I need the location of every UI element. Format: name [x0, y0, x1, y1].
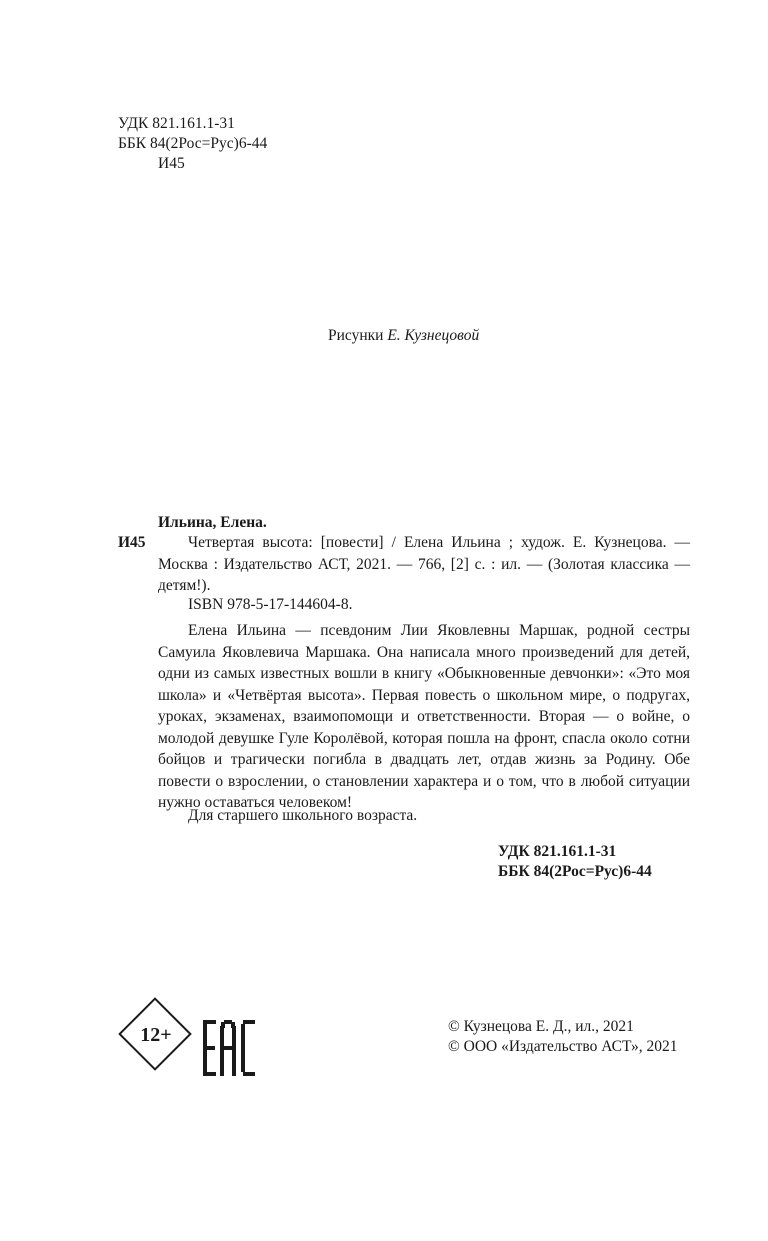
eac-mark-icon	[203, 1020, 255, 1081]
age-rating-label: 12+	[140, 1023, 172, 1046]
copyright-publisher: © ООО «Издательство АСТ», 2021	[448, 1038, 678, 1055]
udk-code-bottom: УДК 821.161.1-31	[498, 843, 617, 860]
bibliographic-description	[158, 532, 690, 597]
author-mark: И45	[158, 155, 185, 172]
age-rating-badge	[118, 997, 194, 1073]
copyright-illustrator: © Кузнецова Е. Д., ил., 2021	[448, 1018, 634, 1035]
isbn: ISBN 978-5-17-144604-8.	[188, 596, 353, 613]
description-text: Четвертая высота: [повести] / Елена Ильина ; худож. Е. Кузнецова. — Москва : Издательство АСТ, 2021. — 766, [2] с. : ил. — (Золотая классика — детям!).	[158, 534, 690, 594]
illustrations-prefix: Рисунки	[328, 327, 388, 344]
bbk-code: ББК 84(2Рос=Рус)6-44	[118, 135, 268, 152]
audience-note: Для старшего школьного возраста.	[188, 807, 418, 824]
annotation: Елена Ильина — псевдоним Лии Яковлевны Маршак, родной сестры Самуила Яковлевича Маршака. Она написала много произведений для детей, одни из самых известных вошли в книгу «Обыкновенные девчонки»: «Это моя школа» и «Четвёртая высота». Первая повесть о школьном мире, о подругах, уроках, экзаменах, взаимопомощи и ответственности. Вторая — о войне, о молодой девушке Гуле Королёвой, которая пошла на фронт, спасла около сотни бойцов и трагически погибла в двадцать лет, отдав жизнь за Родину. Обе повести о взрослении, о становлении характера и о том, что в любой ситуации нужно оставаться человеком!	[158, 622, 690, 811]
udk-code: УДК 821.161.1-31	[118, 115, 235, 132]
bbk-code-bottom: ББК 84(2Рос=Рус)6-44	[498, 863, 652, 880]
illustrations-credit	[328, 327, 479, 345]
author-mark-side: И45	[118, 534, 146, 551]
illustrations-artist: Е. Кузнецовой	[387, 327, 480, 344]
author-heading: Ильина, Елена.	[158, 514, 267, 531]
